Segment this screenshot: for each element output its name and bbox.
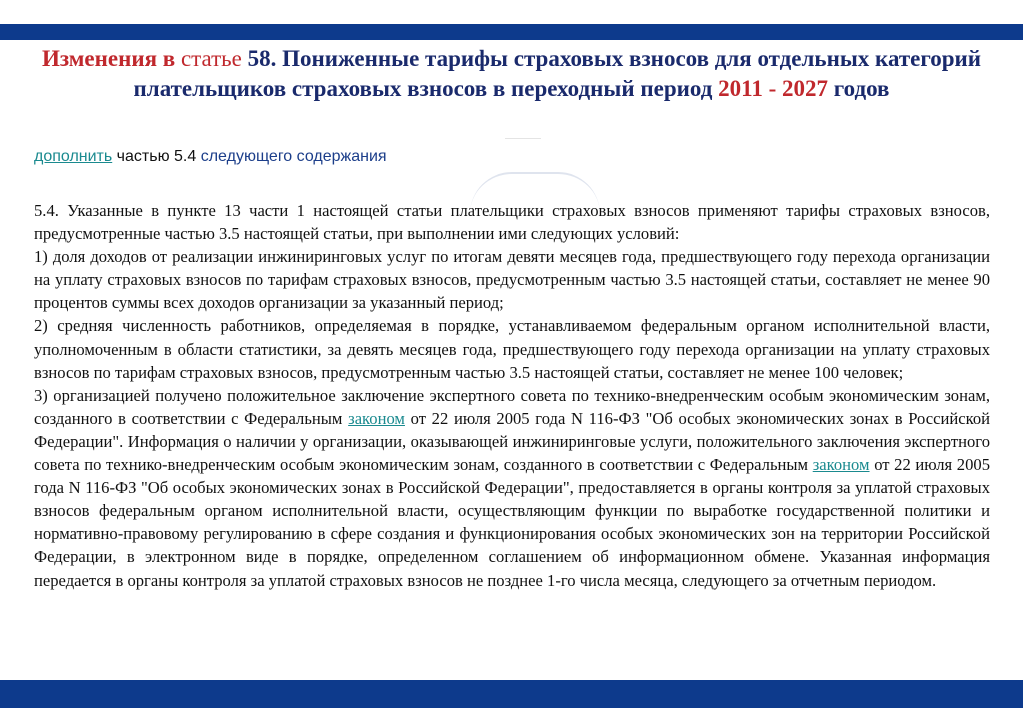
paragraph-5-4: 5.4. Указанные в пункте 13 части 1 настоящей статьи плательщики страховых взносов применяют тарифы страховых взносов, предусмотренные частью 3.5 настоящей статьи, при выполнении ими следующих условий: xyxy=(34,201,990,244)
title-part4: годов xyxy=(833,76,890,101)
document-body xyxy=(34,199,990,592)
condition-3-text-c: от 22 июля 2005 года N 116-ФЗ "Об особых экономических зонах в Российской Федерации", предоставляется в органы контроля за уплатой страховых взносов федеральным органом исполнительной власти, осуществляющим функции по выработке государственной политики и нормативно-правовому регулированию в сфере создания и функционирования особых экономических зон на территории Российской Федерации, в электронном виде в порядке, определенном соглашением об информационном обмене. Указанная информация передается в органы контроля за уплатой страховых взносов не позднее 1-го числа месяца, следующего за отчетным периодом. xyxy=(34,455,990,590)
top-banner-bar xyxy=(0,24,1023,40)
amendment-instruction xyxy=(34,148,387,166)
title-years: 2011 - 2027 xyxy=(718,76,828,101)
subtitle-rest: следующего содержания xyxy=(200,148,387,165)
supplement-link[interactable]: дополнить xyxy=(34,148,113,165)
watermark-line xyxy=(505,138,541,149)
title-part2: статье xyxy=(180,46,242,71)
subtitle-mid: частью 5.4 xyxy=(116,148,197,165)
condition-2: 2) средняя численность работников, определяемая в порядке, устанавливаемом федеральным органом исполнительной власти, уполномоченным в области статистики, за девять месяцев года, предшествующего году перехода организации на уплату страховых взносов по тарифам страховых взносов, предусмотренным частью 3.5 настоящей статьи, составляет не менее 100 человек; xyxy=(34,316,990,382)
bottom-banner-bar xyxy=(0,680,1023,708)
title-part1: Изменения в xyxy=(41,46,176,71)
condition-3-text-a: 3) организацией получено положительное заключение экспертного совета по технико-внедренческим особым экономическим зонам, созданного в соответствии с Федеральным xyxy=(34,385,990,428)
condition-3-text-b: от 22 июля 2005 года N 116-ФЗ "Об особых экономических зонах в Российской Федерации". Информация о наличии у организации, оказывающей инжиниринговые услуги, положительного заключения экспертного совета по технико-внедренческим особым экономическим зонам, созданного в соответствии с Федеральным xyxy=(34,408,991,475)
law-link-2[interactable]: законом xyxy=(812,455,870,475)
law-link-1[interactable]: законом xyxy=(348,408,405,428)
condition-3 xyxy=(34,384,990,592)
title-part3: 58. Пониженные тарифы страховых взносов для отдельных категорий плательщиков страховых взносов в переходный период xyxy=(133,46,982,101)
condition-1: 1) доля доходов от реализации инжиниринговых услуг по итогам девяти месяцев года, предшествующего году перехода организации на уплату страховых взносов по тарифам страховых взносов, предусмотренным частью 3.5 настоящей статьи, составляет не менее 90 процентов суммы всех доходов организации за указанный период; xyxy=(34,247,990,313)
page-title xyxy=(20,44,1003,104)
